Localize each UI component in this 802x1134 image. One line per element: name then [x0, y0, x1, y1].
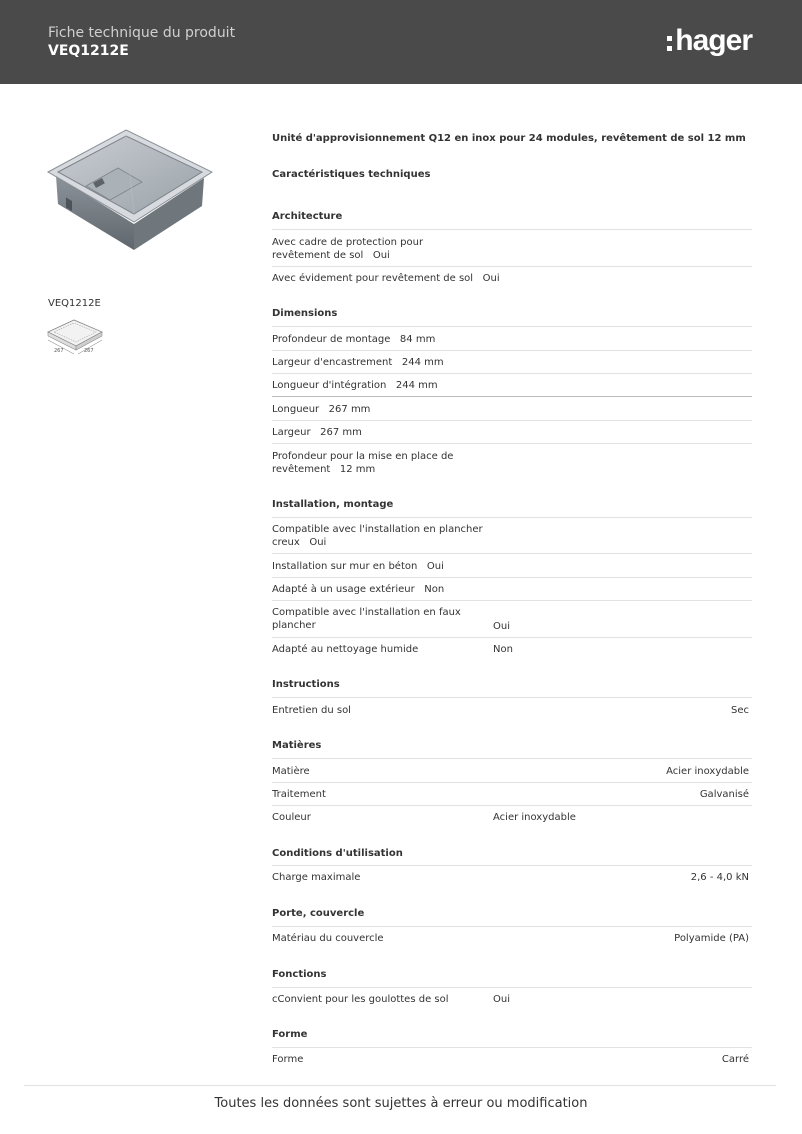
spec-label: Matière	[272, 766, 310, 777]
section-title-porte: Porte, couvercle	[272, 908, 365, 919]
spec-row	[272, 443, 752, 480]
spec-row	[272, 229, 752, 266]
spec-label: Matériau du couvercle	[272, 933, 384, 944]
thumbnail-dim-b: 267	[84, 348, 94, 354]
spec-row	[272, 782, 752, 805]
spec-row	[272, 350, 752, 373]
spec-row	[272, 577, 752, 600]
logo-text: hager	[675, 24, 752, 57]
spec-row	[272, 266, 752, 290]
spec-label: Profondeur de montage 84 mm	[272, 334, 436, 345]
spec-value: Carré	[721, 1054, 749, 1065]
page-header	[0, 0, 802, 84]
spec-value: 2,6 - 4,0 kN	[690, 872, 749, 883]
spec-label: Entretien du sol	[272, 705, 351, 716]
spec-label: Avec cadre de protection pour revêtement de sol Oui	[272, 237, 424, 261]
spec-row	[272, 553, 752, 577]
spec-value: Sec	[731, 705, 749, 716]
spec-label: Compatible avec l'installation en plancher creux Oui	[272, 524, 483, 548]
spec-label: Profondeur pour la mise en place de revêtement 12 mm	[272, 451, 454, 475]
spec-label: Couleur	[272, 812, 311, 823]
hager-logo	[667, 24, 752, 58]
spec-label: Installation sur mur en béton Oui	[272, 561, 444, 572]
spec-row	[272, 697, 752, 721]
section-title-fonctions: Fonctions	[272, 969, 327, 980]
header-reference: VEQ1212E	[48, 43, 129, 59]
spec-label: cConvient pour les goulottes de sol	[272, 994, 449, 1005]
spec-row	[272, 326, 752, 350]
header-subtitle: Fiche technique du produit	[48, 25, 236, 41]
spec-row	[272, 758, 752, 782]
section-title-dimensions: Dimensions	[272, 308, 338, 319]
spec-label: Avec évidement pour revêtement de sol Oui	[272, 273, 500, 284]
spec-label: Largeur 267 mm	[272, 427, 362, 438]
product-image	[46, 126, 214, 254]
section-title-instructions: Instructions	[272, 679, 340, 690]
spec-row	[272, 987, 752, 1011]
spec-label: Longueur 267 mm	[272, 404, 371, 415]
spec-label: Compatible avec l'installation en faux plancher	[272, 607, 461, 631]
footer-disclaimer: Toutes les données sont sujettes à erreur ou modification	[214, 1096, 588, 1111]
thumbnail-label: VEQ1212E	[48, 298, 101, 309]
spec-label: Adapté à un usage extérieur Non	[272, 584, 445, 595]
spec-label: Longueur d'intégration 244 mm	[272, 380, 438, 391]
spec-value: Oui	[493, 994, 510, 1005]
characteristics-heading: Caractéristiques techniques	[272, 169, 431, 180]
spec-row	[272, 1047, 752, 1071]
spec-value: Non	[493, 644, 513, 655]
spec-label: Traitement	[272, 789, 326, 800]
spec-value: Acier inoxydable	[493, 812, 576, 823]
spec-row	[272, 805, 752, 829]
spec-row	[272, 373, 752, 396]
spec-value: Oui	[493, 621, 510, 632]
spec-row	[272, 637, 752, 661]
spec-row	[272, 517, 752, 553]
spec-row	[272, 420, 752, 443]
thumbnail-dim-a: 267	[54, 348, 64, 354]
section-title-forme: Forme	[272, 1029, 308, 1040]
spec-value: Acier inoxydable	[666, 766, 749, 777]
spec-label: Largeur d'encastrement 244 mm	[272, 357, 444, 368]
spec-label: Forme	[272, 1054, 304, 1065]
spec-value: Polyamide (PA)	[674, 933, 749, 944]
spec-label: Adapté au nettoyage humide	[272, 644, 419, 655]
spec-row	[272, 396, 752, 420]
section-title-architecture: Architecture	[272, 211, 343, 222]
spec-value: Galvanisé	[699, 789, 749, 800]
spec-row	[272, 600, 752, 637]
section-title-conditions: Conditions d'utilisation	[272, 848, 403, 859]
spec-label: Charge maximale	[272, 872, 361, 883]
section-title-installation: Installation, montage	[272, 499, 394, 510]
section-title-matieres: Matières	[272, 740, 322, 751]
logo-dots-icon	[667, 36, 672, 51]
spec-row	[272, 926, 752, 950]
spec-row	[272, 865, 752, 889]
footer-divider	[24, 1085, 776, 1086]
product-title: Unité d'approvisionnement Q12 en inox pour 24 modules, revêtement de sol 12 mm	[272, 133, 746, 144]
dimension-thumbnail	[46, 316, 104, 358]
